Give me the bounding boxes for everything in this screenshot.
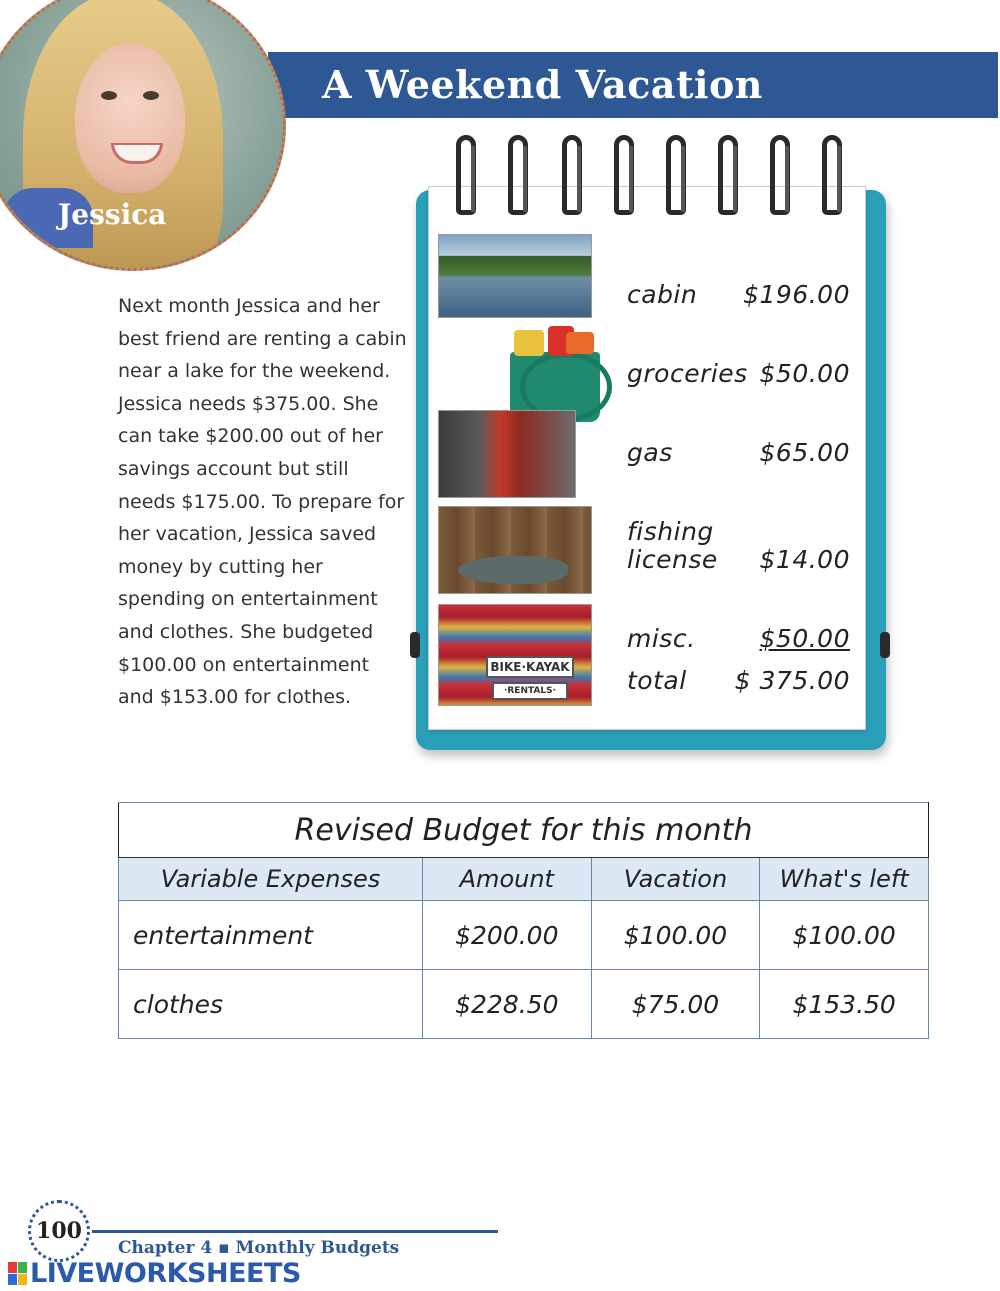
item-label-groceries: groceries	[627, 359, 748, 388]
table-caption: Revised Budget for this month	[119, 803, 929, 858]
table-header-row	[119, 858, 929, 901]
portrait-name: Jessica	[58, 198, 167, 231]
table-row	[119, 970, 929, 1039]
notebook-peg-left	[410, 632, 420, 658]
rentals-sign: ·RENTALS·	[492, 682, 568, 700]
table-cell: $75.00	[591, 970, 760, 1039]
item-amount-cabin: $196.00	[743, 280, 850, 309]
column-header: Vacation	[591, 858, 760, 901]
fish-shape	[458, 556, 568, 584]
item-label-fishing: fishing	[627, 517, 714, 546]
revised-budget-table	[118, 802, 929, 1039]
table-cell: $100.00	[591, 901, 760, 970]
spiral-ring	[822, 135, 842, 215]
gas-pump-photo	[438, 410, 576, 498]
kayak-sign: BIKE·KAYAK	[486, 656, 574, 678]
spiral-ring	[770, 135, 790, 215]
face-shape	[75, 43, 185, 193]
table-cell: entertainment	[119, 901, 423, 970]
total-label: total	[627, 666, 687, 695]
eye-left	[101, 91, 117, 100]
item-amount-groceries: $50.00	[759, 359, 850, 388]
spiral-ring	[562, 135, 582, 215]
table-cell: $228.50	[422, 970, 591, 1039]
spiral-ring	[508, 135, 528, 215]
item-label-cabin: cabin	[627, 280, 698, 309]
liveworksheets-icon	[8, 1262, 28, 1286]
table-cell: clothes	[119, 970, 423, 1039]
column-header: Amount	[422, 858, 591, 901]
item-amount-misc: $50.00	[759, 624, 850, 653]
spiral-ring	[456, 135, 476, 215]
item-amount-fishing: $14.00	[759, 545, 850, 574]
page-title: A Weekend Vacation	[322, 62, 763, 107]
total-amount: $ 375.00	[734, 666, 850, 695]
notebook-peg-right	[880, 632, 890, 658]
item-label-gas: gas	[627, 438, 673, 467]
table-cell: $153.50	[760, 970, 929, 1039]
table-row	[119, 901, 929, 970]
spiral-ring	[666, 135, 686, 215]
lake-cabin-photo	[438, 234, 592, 318]
chapter-label: Chapter 4 ▪ Monthly Budgets	[118, 1238, 400, 1258]
column-header: What's left	[760, 858, 929, 901]
spiral-ring	[614, 135, 634, 215]
grocery-item	[566, 332, 594, 354]
table-cell: $100.00	[760, 901, 929, 970]
table-cell: $200.00	[422, 901, 591, 970]
eye-right	[143, 91, 159, 100]
page-number: 100	[28, 1200, 90, 1262]
item-amount-gas: $65.00	[759, 438, 850, 467]
story-paragraph: Next month Jessica and her best friend are renting a cabin near a lake for the weekend. Jessica needs $375.00. She can take $200.00 out of her savings account but still needs $175.00. To prepare for her vacation, Jessica saved money by cutting her spending on entertainment and clothes. She budgeted $100.00 on entertainment and $153.00 for clothes.	[118, 295, 407, 709]
spiral-ring	[718, 135, 738, 215]
liveworksheets-logo[interactable]: LIVEWORKSHEETS	[30, 1258, 301, 1289]
footer-rule	[92, 1230, 498, 1233]
column-header: Variable Expenses	[119, 858, 423, 901]
item-label-misc: misc.	[627, 624, 696, 653]
grocery-item	[514, 330, 544, 356]
item-label-license: license	[627, 545, 718, 574]
